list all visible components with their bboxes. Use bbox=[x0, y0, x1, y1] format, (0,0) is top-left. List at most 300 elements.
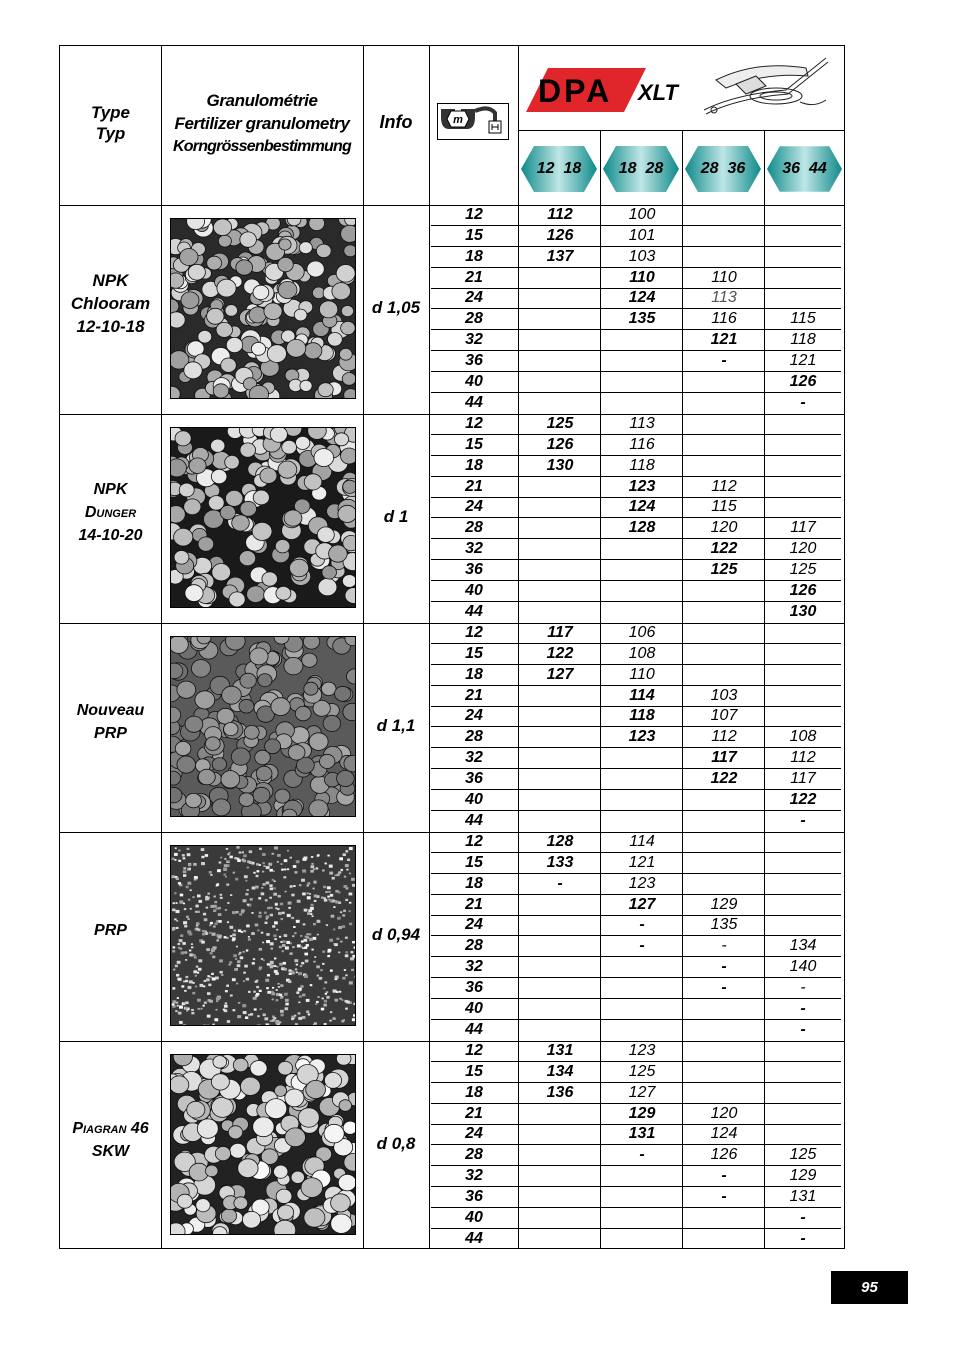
table-row bbox=[431, 1104, 841, 1125]
setting-cell: 130 bbox=[789, 602, 817, 620]
table-row bbox=[431, 330, 841, 351]
setting-cell bbox=[519, 268, 601, 288]
product-name bbox=[60, 269, 161, 338]
setting-cell bbox=[519, 706, 601, 726]
setting-cell: 135 bbox=[710, 916, 738, 934]
setting-cell: 112 bbox=[790, 749, 816, 767]
setting-cell bbox=[765, 497, 841, 517]
product-name bbox=[60, 478, 161, 547]
table-row bbox=[431, 853, 841, 874]
col-divider bbox=[429, 46, 430, 1248]
setting-cell: 126 bbox=[546, 226, 574, 244]
setting-cell: 129 bbox=[710, 895, 738, 913]
table-row bbox=[431, 811, 841, 832]
density-info: d 1,1 bbox=[376, 715, 416, 735]
setting-cell bbox=[765, 832, 841, 852]
setting-cell bbox=[765, 1062, 841, 1082]
width-cell: 21 bbox=[465, 1104, 483, 1122]
table-row bbox=[431, 1083, 841, 1104]
setting-cell bbox=[519, 686, 601, 706]
setting-cell bbox=[765, 665, 841, 685]
setting-cell: - bbox=[721, 978, 727, 996]
setting-cell: 125 bbox=[789, 1146, 817, 1164]
setting-cell bbox=[683, 205, 765, 225]
setting-cell bbox=[683, 581, 765, 601]
product-name bbox=[60, 1117, 161, 1163]
setting-cell bbox=[519, 602, 601, 622]
setting-cell bbox=[519, 1145, 601, 1165]
setting-cell: 134 bbox=[789, 937, 817, 955]
density-info: d 0,8 bbox=[376, 1133, 416, 1153]
width-cell: 28 bbox=[465, 937, 483, 955]
table-row bbox=[431, 748, 841, 769]
setting-cell: 126 bbox=[546, 435, 574, 453]
type-header bbox=[60, 102, 161, 144]
setting-cell: 113 bbox=[629, 415, 655, 432]
width-cell: 36 bbox=[465, 769, 483, 787]
setting-cell: 125 bbox=[628, 1062, 656, 1080]
table-row bbox=[431, 602, 841, 623]
setting-cell: 124 bbox=[628, 289, 656, 307]
range-28-36-icon bbox=[682, 142, 764, 196]
product-name-line: PRP bbox=[94, 922, 127, 939]
width-cell: 28 bbox=[465, 310, 483, 328]
setting-cell bbox=[765, 1041, 841, 1061]
setting-cell: 121 bbox=[628, 853, 656, 871]
table-row bbox=[431, 414, 841, 435]
table-row bbox=[431, 435, 841, 456]
svg-text:m: m bbox=[453, 114, 463, 126]
setting-cell: 108 bbox=[628, 644, 656, 662]
setting-cell: 120 bbox=[710, 519, 738, 537]
width-cell: 15 bbox=[465, 1062, 483, 1080]
setting-cell: 116 bbox=[711, 310, 737, 328]
setting-cell bbox=[765, 644, 841, 664]
setting-cell: 125 bbox=[710, 560, 738, 578]
width-cell: 18 bbox=[465, 247, 483, 265]
width-cell: 40 bbox=[465, 1208, 483, 1226]
setting-cell: 131 bbox=[628, 1125, 656, 1143]
setting-cell bbox=[519, 957, 601, 977]
setting-cell bbox=[601, 748, 683, 768]
setting-cell bbox=[765, 205, 841, 225]
setting-cell bbox=[683, 623, 765, 643]
setting-cell: 118 bbox=[790, 331, 816, 349]
setting-cell: 121 bbox=[789, 351, 817, 369]
density-info: d 1 bbox=[383, 506, 409, 526]
setting-cell bbox=[683, 414, 765, 434]
setting-cell: - bbox=[800, 1020, 806, 1038]
width-cell: 32 bbox=[465, 1167, 483, 1185]
width-cell: 44 bbox=[465, 602, 483, 620]
setting-cell: 125 bbox=[789, 560, 817, 578]
setting-cell: 118 bbox=[629, 456, 655, 474]
width-cell: 18 bbox=[465, 665, 483, 683]
setting-cell: 124 bbox=[628, 498, 656, 516]
setting-cell bbox=[519, 915, 601, 935]
header-divider bbox=[518, 130, 844, 131]
setting-cell bbox=[683, 1062, 765, 1082]
setting-cell bbox=[765, 623, 841, 643]
setting-cell: 137 bbox=[546, 247, 574, 265]
setting-cell: 103 bbox=[710, 686, 738, 704]
setting-cell: 110 bbox=[629, 268, 655, 286]
setting-cell bbox=[519, 811, 601, 831]
brand-text: DPA bbox=[538, 73, 613, 109]
width-cell: 24 bbox=[465, 916, 483, 934]
setting-cell bbox=[601, 1020, 683, 1040]
setting-cell bbox=[683, 874, 765, 894]
setting-cell bbox=[519, 581, 601, 601]
table-row bbox=[431, 769, 841, 790]
width-cell: 21 bbox=[465, 895, 483, 913]
setting-cell: 117 bbox=[711, 749, 737, 767]
setting-cell: - bbox=[721, 351, 727, 369]
product-name-line: Nouveau bbox=[76, 701, 145, 719]
setting-cell bbox=[601, 372, 683, 392]
setting-cell: 122 bbox=[546, 644, 574, 662]
setting-cell bbox=[683, 665, 765, 685]
setting-cell bbox=[519, 477, 601, 497]
setting-cell bbox=[519, 727, 601, 747]
setting-cell: 113 bbox=[711, 289, 737, 307]
setting-cell bbox=[601, 581, 683, 601]
width-cell: 24 bbox=[465, 289, 483, 307]
table-row bbox=[431, 1187, 841, 1208]
width-cell: 15 bbox=[465, 435, 483, 453]
setting-cell: 115 bbox=[790, 310, 816, 328]
table-row bbox=[431, 309, 841, 330]
width-cell: 28 bbox=[465, 519, 483, 537]
table-row bbox=[431, 874, 841, 895]
setting-cell: 100 bbox=[628, 206, 656, 223]
setting-cell: 114 bbox=[629, 833, 655, 850]
setting-cell bbox=[601, 999, 683, 1019]
setting-cell: 126 bbox=[789, 581, 817, 599]
setting-cell bbox=[601, 1166, 683, 1186]
setting-cell bbox=[683, 435, 765, 455]
table-row bbox=[431, 1124, 841, 1145]
setting-cell: 122 bbox=[710, 540, 738, 558]
setting-cell bbox=[683, 393, 765, 413]
setting-cell bbox=[519, 1208, 601, 1228]
setting-cell bbox=[765, 853, 841, 873]
width-cell: 32 bbox=[465, 958, 483, 976]
table-row bbox=[431, 1229, 841, 1250]
setting-cell bbox=[683, 602, 765, 622]
setting-cell bbox=[601, 393, 683, 413]
setting-cell bbox=[683, 832, 765, 852]
setting-cell: 128 bbox=[628, 519, 656, 537]
granulometry-fr: Granulométrie bbox=[206, 91, 318, 110]
table-row bbox=[431, 477, 841, 498]
setting-cell bbox=[519, 497, 601, 517]
setting-cell bbox=[519, 372, 601, 392]
setting-cell bbox=[519, 330, 601, 350]
setting-cell bbox=[765, 874, 841, 894]
setting-cell: - bbox=[721, 1167, 727, 1185]
width-cell: 32 bbox=[465, 540, 483, 558]
setting-cell: 122 bbox=[710, 769, 738, 787]
table-row bbox=[431, 1166, 841, 1187]
setting-cell: 128 bbox=[546, 833, 574, 850]
width-cell: 44 bbox=[465, 393, 483, 411]
table-row bbox=[431, 727, 841, 748]
table-row bbox=[431, 372, 841, 393]
setting-cell bbox=[683, 1020, 765, 1040]
setting-cell: 112 bbox=[547, 206, 573, 223]
setting-cell bbox=[601, 330, 683, 350]
setting-cell: 131 bbox=[546, 1042, 574, 1059]
width-cell: 21 bbox=[465, 686, 483, 704]
setting-cell bbox=[519, 1229, 601, 1249]
setting-cell bbox=[601, 560, 683, 580]
setting-cell: 115 bbox=[711, 498, 737, 516]
width-cell: 24 bbox=[465, 707, 483, 725]
product-name-line: 12-10-18 bbox=[76, 317, 145, 336]
type-header-de: Typ bbox=[95, 124, 126, 143]
nouveau-prp-photo bbox=[170, 636, 356, 817]
width-cell: 15 bbox=[465, 853, 483, 871]
width-cell: 40 bbox=[465, 372, 483, 390]
table-row bbox=[431, 393, 841, 414]
setting-cell bbox=[519, 539, 601, 559]
range-36-44-icon bbox=[764, 142, 845, 196]
setting-cell: 131 bbox=[789, 1187, 817, 1205]
setting-cell bbox=[519, 351, 601, 371]
setting-cell: - bbox=[639, 916, 645, 934]
setting-cell: 123 bbox=[628, 1042, 656, 1059]
setting-cell: 130 bbox=[546, 456, 574, 474]
setting-cell bbox=[519, 1166, 601, 1186]
setting-cell bbox=[519, 1187, 601, 1207]
width-cell: 15 bbox=[465, 226, 483, 244]
table-row bbox=[431, 581, 841, 602]
width-cell: 40 bbox=[465, 581, 483, 599]
table-row bbox=[431, 895, 841, 916]
setting-cell: - bbox=[800, 811, 806, 829]
setting-cell: 120 bbox=[710, 1104, 738, 1122]
table-row bbox=[431, 1041, 841, 1062]
setting-cell bbox=[519, 769, 601, 789]
model-text: XLT bbox=[638, 80, 678, 105]
table-row bbox=[431, 915, 841, 936]
setting-cell: 135 bbox=[628, 310, 656, 328]
table-row bbox=[431, 790, 841, 811]
setting-cell: 112 bbox=[711, 477, 737, 495]
setting-cell bbox=[765, 686, 841, 706]
table-row bbox=[431, 247, 841, 268]
setting-cell bbox=[683, 456, 765, 476]
table-row bbox=[431, 205, 841, 226]
npk-chlooram-photo bbox=[170, 218, 356, 399]
setting-cell bbox=[683, 247, 765, 267]
width-cell: 12 bbox=[465, 415, 483, 432]
setting-cell: 117 bbox=[790, 519, 816, 537]
width-cell: 44 bbox=[465, 811, 483, 829]
width-cell: 24 bbox=[465, 1125, 483, 1143]
setting-cell: 123 bbox=[628, 477, 656, 495]
type-header-fr: Type bbox=[90, 103, 131, 122]
table-row bbox=[431, 957, 841, 978]
setting-cell: - bbox=[800, 999, 806, 1017]
setting-cell bbox=[519, 748, 601, 768]
setting-cell: 126 bbox=[710, 1146, 738, 1164]
width-cell: 21 bbox=[465, 477, 483, 495]
setting-cell bbox=[519, 1020, 601, 1040]
setting-cell bbox=[683, 1208, 765, 1228]
setting-cell bbox=[519, 560, 601, 580]
setting-cell: - bbox=[639, 1146, 645, 1164]
setting-cell: 129 bbox=[789, 1167, 817, 1185]
setting-cell: 126 bbox=[789, 372, 817, 390]
width-cell: 32 bbox=[465, 749, 483, 767]
width-cell: 36 bbox=[465, 560, 483, 578]
granulometry-table bbox=[59, 45, 845, 1249]
info-header: Info bbox=[379, 112, 413, 132]
setting-cell bbox=[765, 288, 841, 308]
setting-cell: 106 bbox=[628, 624, 656, 641]
table-row bbox=[431, 706, 841, 727]
range-12-18-icon bbox=[518, 142, 600, 196]
width-cell: 40 bbox=[465, 790, 483, 808]
setting-cell: - bbox=[800, 1208, 806, 1226]
prp-photo bbox=[170, 845, 356, 1026]
setting-cell: - bbox=[557, 874, 563, 892]
product-name-line: Chlooram bbox=[70, 294, 151, 313]
range-label: 18 28 bbox=[618, 160, 664, 177]
width-cell: 36 bbox=[465, 978, 483, 996]
setting-cell bbox=[683, 790, 765, 810]
table-row bbox=[431, 936, 841, 957]
setting-cell: 127 bbox=[546, 665, 574, 683]
spreader-setting-icon bbox=[437, 103, 509, 140]
setting-cell: - bbox=[721, 1187, 727, 1205]
table-row bbox=[431, 978, 841, 999]
setting-cell: 108 bbox=[789, 728, 817, 746]
setting-cell: 136 bbox=[546, 1083, 574, 1101]
setting-cell: 122 bbox=[789, 790, 817, 808]
product-name-line: 14-10-20 bbox=[78, 527, 143, 544]
setting-cell bbox=[765, 895, 841, 915]
setting-cell bbox=[765, 706, 841, 726]
product-name-line: Piagran 46 bbox=[72, 1119, 149, 1137]
col-divider bbox=[161, 46, 162, 1248]
setting-cell: 116 bbox=[629, 435, 655, 453]
setting-cell bbox=[519, 393, 601, 413]
setting-cell: 127 bbox=[628, 895, 656, 913]
setting-cell bbox=[519, 1124, 601, 1144]
setting-cell bbox=[601, 602, 683, 622]
setting-cell: 120 bbox=[789, 540, 817, 558]
product-name-line: NPK bbox=[93, 481, 128, 498]
table-row bbox=[431, 288, 841, 309]
setting-cell bbox=[601, 790, 683, 810]
setting-cell bbox=[683, 999, 765, 1019]
density-info: d 1,05 bbox=[371, 297, 421, 317]
granulometry-header bbox=[161, 89, 363, 158]
table-row bbox=[431, 226, 841, 247]
setting-cell: 117 bbox=[790, 769, 816, 787]
setting-cell bbox=[683, 1083, 765, 1103]
setting-cell bbox=[601, 351, 683, 371]
product-name-line: SKW bbox=[91, 1142, 130, 1160]
product-name-line: PRP bbox=[94, 724, 127, 742]
width-cell: 18 bbox=[465, 874, 483, 892]
range-label: 28 36 bbox=[700, 160, 746, 177]
npk-dunger-photo bbox=[170, 427, 356, 608]
spreader-drawing-icon bbox=[696, 50, 836, 128]
setting-cell bbox=[683, 853, 765, 873]
density-info: d 0,94 bbox=[371, 924, 421, 944]
setting-cell bbox=[519, 288, 601, 308]
table-row bbox=[431, 456, 841, 477]
table-row bbox=[431, 560, 841, 581]
setting-cell: 110 bbox=[711, 268, 737, 286]
dpa-xlt-logo bbox=[526, 60, 696, 114]
setting-cell bbox=[601, 769, 683, 789]
setting-cell bbox=[601, 978, 683, 998]
table-row bbox=[431, 268, 841, 289]
setting-cell bbox=[683, 372, 765, 392]
setting-cell bbox=[683, 811, 765, 831]
setting-cell bbox=[765, 1124, 841, 1144]
setting-cell bbox=[601, 1229, 683, 1249]
range-label: 36 44 bbox=[782, 160, 827, 177]
setting-cell: - bbox=[639, 937, 645, 955]
setting-cell: 134 bbox=[546, 1062, 574, 1080]
width-cell: 18 bbox=[465, 456, 483, 474]
setting-cell: 112 bbox=[711, 728, 737, 746]
setting-cell bbox=[519, 518, 601, 538]
table-row bbox=[431, 539, 841, 560]
width-cell: 28 bbox=[465, 728, 483, 746]
product-name-line: NPK bbox=[92, 271, 129, 290]
setting-cell: 103 bbox=[628, 247, 656, 265]
setting-cell bbox=[519, 309, 601, 329]
setting-cell bbox=[601, 1208, 683, 1228]
width-cell: 44 bbox=[465, 1229, 483, 1247]
width-cell: 12 bbox=[465, 1042, 483, 1059]
setting-cell bbox=[683, 1041, 765, 1061]
table-row bbox=[431, 832, 841, 853]
product-name bbox=[60, 699, 161, 745]
setting-cell: 133 bbox=[546, 853, 574, 871]
table-row bbox=[431, 999, 841, 1020]
product-name-line: Dunger bbox=[84, 504, 137, 521]
table-row bbox=[431, 497, 841, 518]
setting-cell bbox=[765, 435, 841, 455]
setting-cell: 101 bbox=[628, 226, 656, 244]
setting-cell: 114 bbox=[629, 686, 655, 704]
setting-cell: 127 bbox=[628, 1083, 656, 1101]
setting-cell bbox=[683, 1229, 765, 1249]
setting-cell: 140 bbox=[789, 958, 817, 976]
setting-cell bbox=[765, 414, 841, 434]
range-18-28-icon bbox=[600, 142, 682, 196]
table-row bbox=[431, 1208, 841, 1229]
range-label: 12 18 bbox=[536, 160, 582, 177]
setting-cell bbox=[601, 1187, 683, 1207]
setting-cell: 117 bbox=[547, 624, 573, 641]
width-cell: 40 bbox=[465, 999, 483, 1017]
setting-cell bbox=[765, 1083, 841, 1103]
table-row bbox=[431, 1145, 841, 1166]
setting-cell bbox=[765, 456, 841, 476]
setting-cell bbox=[765, 268, 841, 288]
setting-cell: 129 bbox=[628, 1104, 656, 1122]
setting-cell: 124 bbox=[710, 1125, 738, 1143]
